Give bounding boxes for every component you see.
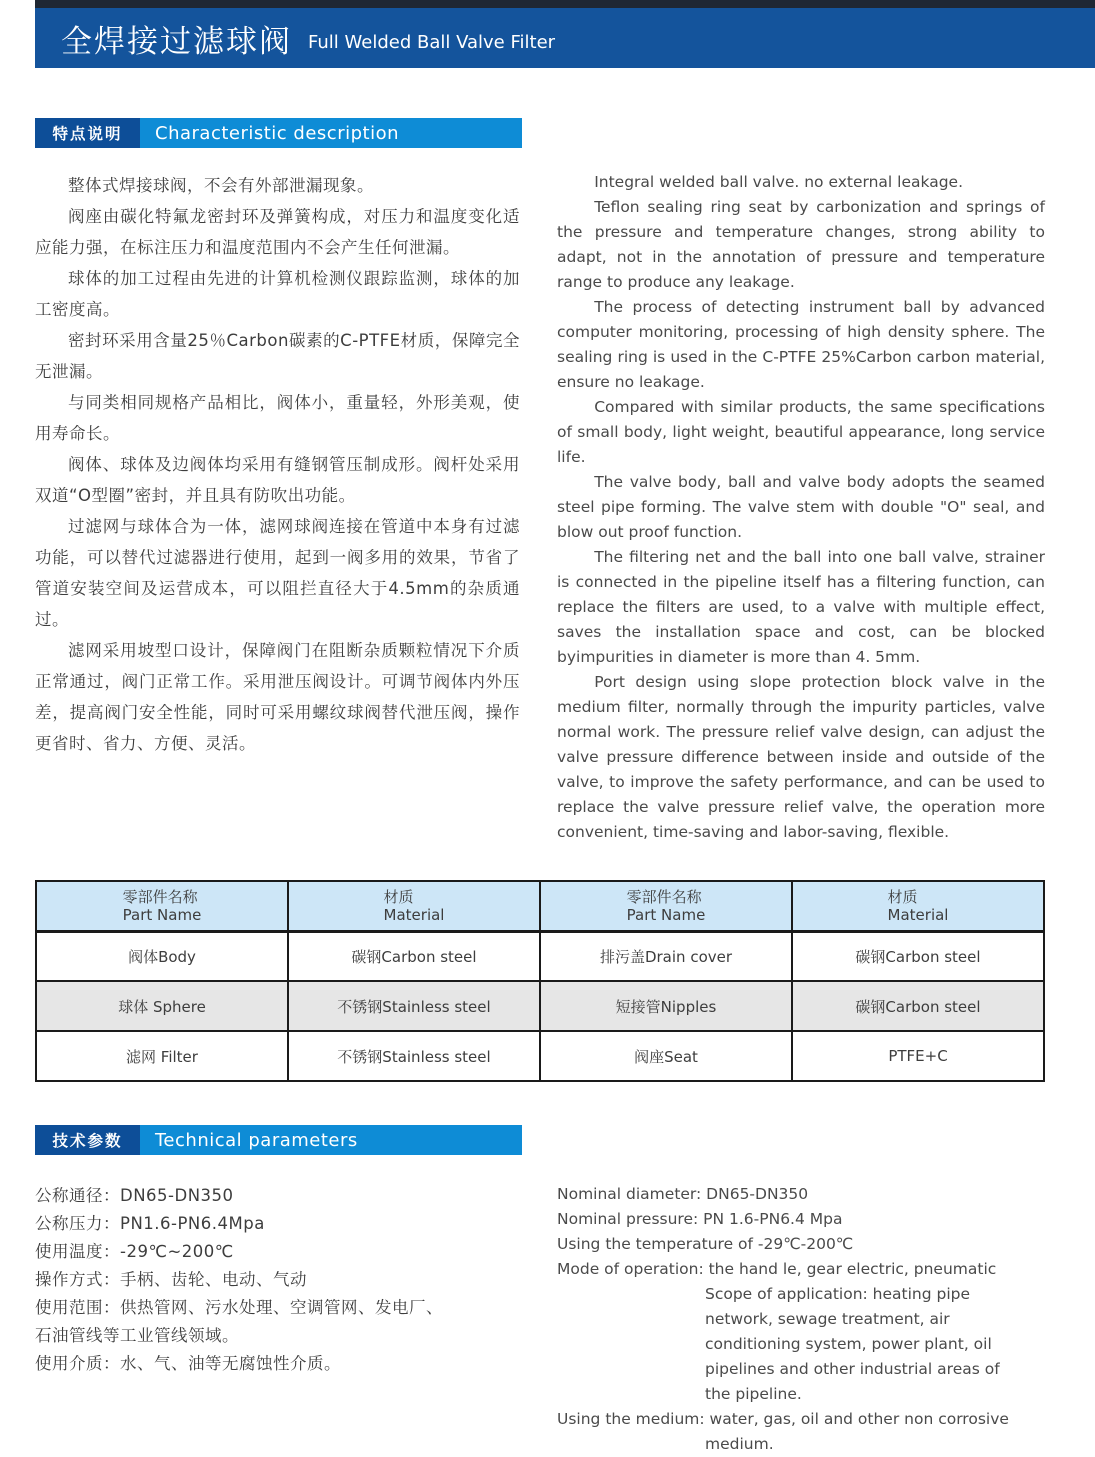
section-header-tech <box>35 1125 522 1155</box>
tech-param-line-en: network, sewage treatment, air <box>705 1310 950 1328</box>
tech-params-english <box>557 1182 1045 1457</box>
tech-param-line-zh: 石油管线等工业管线领域。 <box>35 1326 239 1345</box>
tech-param-line-zh: 使用范围：供热管网、污水处理、空调管网、发电厂、 <box>35 1298 443 1317</box>
tech-param-line-en: Nominal diameter: DN65-DN350 <box>557 1185 809 1203</box>
tech-param-line-en: Using the medium: water, gas, oil and other non corrosive <box>557 1410 1009 1428</box>
feature-paragraph-en: Teflon sealing ring seat by carbonization and springs of the pressure and temperature changes, strong ability to adapt, not in the annotation of pressure and temperature range to produce any leakage. <box>557 198 1045 291</box>
parts-material-table <box>35 880 1045 1082</box>
table-cell: 排污盖Drain cover <box>540 931 792 981</box>
features-english-column <box>557 170 1045 845</box>
tech-param-line-en: conditioning system, power plant, oil <box>705 1335 992 1353</box>
table-header-row <box>36 881 1044 931</box>
tech-params-chinese <box>35 1182 520 1457</box>
table-cell: 阀体Body <box>36 931 288 981</box>
table-header-cell <box>36 881 288 931</box>
section-header-features <box>35 118 522 148</box>
header-zh: 材质 <box>887 887 918 906</box>
feature-paragraph-en: The valve body, ball and valve body adopts the seamed steel pipe forming. The valve stem with double "O" seal, and blow out proof function. <box>557 473 1045 541</box>
tech-param-line-en: the pipeline. <box>705 1385 802 1403</box>
feature-paragraph-zh: 滤网采用坡型口设计，保障阀门在阻断杂质颗粒情况下介质正常通过，阀门正常工作。采用泄压阀设计。可调节阀体内外压差，提高阀门安全性能，同时可采用螺纹球阀替代泄压阀，操作更省时、省力、方便、灵活。 <box>35 641 520 753</box>
section-label-zh: 特点说明 <box>35 118 140 148</box>
feature-paragraph-en: Port design using slope protection block valve in the medium filter, normally through the impurity particles, valve normal work. The pressure relief valve design, can adjust the valve pressure difference between inside and outside of the valve, to improve the safety performance, and can be used to replace the valve pressure relief valve, the operation more convenient, time-saving and labor-saving, flexible. <box>557 673 1045 841</box>
feature-paragraph-en: The filtering net and the ball into one ball valve, strainer is connected in the pipeline itself has a filtering function, can replace the filters are used, to a valve with multiple effect, saves the installation space and cost, can be blocked byimpurities in diameter is more than 4. 5mm. <box>557 548 1045 666</box>
feature-paragraph-zh: 过滤网与球体合为一体，滤网球阀连接在管道中本身有过滤功能，可以替代过滤器进行使用，起到一阀多用的效果，节省了管道安装空间及运营成本，可以阻拦直径大于4.5mm的杂质通过。 <box>35 517 520 629</box>
feature-paragraph-zh: 球体的加工过程由先进的计算机检测仪跟踪监测，球体的加工密度高。 <box>35 269 520 319</box>
header-en: Part Name <box>122 905 202 924</box>
table-cell: 碳钢Carbon steel <box>792 931 1044 981</box>
feature-paragraph-en: Integral welded ball valve. no external leakage. <box>594 173 964 191</box>
table-header-cell <box>288 881 540 931</box>
features-chinese-column <box>35 170 520 845</box>
table-cell: 短接管Nipples <box>540 981 792 1031</box>
header-top-strip <box>35 0 1095 8</box>
header-zh: 零部件名称 <box>122 887 198 906</box>
tech-param-line-zh: 公称通径：DN65-DN350 <box>35 1186 234 1205</box>
header-en: Part Name <box>626 905 706 924</box>
section-label-en: Characteristic description <box>140 118 522 148</box>
feature-paragraph-zh: 整体式焊接球阀，不会有外部泄漏现象。 <box>68 176 374 195</box>
table-cell: 碳钢Carbon steel <box>288 931 540 981</box>
table-cell: PTFE+C <box>792 1031 1044 1081</box>
tech-params-columns <box>35 1182 1045 1457</box>
feature-paragraph-zh: 阀座由碳化特氟龙密封环及弹簧构成，对压力和温度变化适应能力强，在标注压力和温度范围内不会产生任何泄漏。 <box>35 207 520 257</box>
tech-param-line-en: Mode of operation: the hand le, gear electric, pneumatic <box>557 1260 997 1278</box>
section-label-en: Technical parameters <box>140 1125 522 1155</box>
header-en: Material <box>383 905 445 924</box>
feature-paragraph-en: The process of detecting instrument ball by advanced computer monitoring, processing of high density sphere. The sealing ring is used in the C-PTFE 25%Carbon carbon material, ensure no leakage. <box>557 298 1045 391</box>
header-zh: 材质 <box>383 887 414 906</box>
tech-param-line-zh: 使用温度：-29℃~200℃ <box>35 1242 234 1261</box>
features-columns <box>35 170 1045 845</box>
feature-paragraph-en: Compared with similar products, the same specifications of small body, light weight, beautiful appearance, long service life. <box>557 398 1045 466</box>
table-cell: 碳钢Carbon steel <box>792 981 1044 1031</box>
table-header-cell <box>792 881 1044 931</box>
table-row <box>36 1031 1044 1081</box>
tech-param-line-zh: 操作方式：手柄、齿轮、电动、气动 <box>35 1270 307 1289</box>
table-cell: 不锈钢Stainless steel <box>288 981 540 1031</box>
tech-param-line-en: pipelines and other industrial areas of <box>705 1360 1000 1378</box>
tech-param-line-zh: 使用介质：水、气、油等无腐蚀性介质。 <box>35 1354 341 1373</box>
tech-param-line-en: Scope of application: heating pipe <box>705 1285 971 1303</box>
table-cell: 阀座Seat <box>540 1031 792 1081</box>
feature-paragraph-zh: 与同类相同规格产品相比，阀体小，重量轻，外形美观，使用寿命长。 <box>35 393 520 443</box>
table-row <box>36 931 1044 981</box>
table-cell: 滤网 Filter <box>36 1031 288 1081</box>
table-row <box>36 981 1044 1031</box>
feature-paragraph-zh: 阀体、球体及边阀体均采用有缝钢管压制成形。阀杆处采用双道“O型圈”密封，并且具有防吹出功能。 <box>35 455 520 505</box>
page-title-zh: 全焊接过滤球阀 <box>61 23 292 60</box>
header-zh: 零部件名称 <box>626 887 702 906</box>
tech-param-line-zh: 公称压力：PN1.6-PN6.4Mpa <box>35 1214 265 1233</box>
tech-param-line-en: medium. <box>705 1435 774 1453</box>
table-cell: 球体 Sphere <box>36 981 288 1031</box>
table-header-cell <box>540 881 792 931</box>
page-header <box>35 0 1095 68</box>
table-cell: 不锈钢Stainless steel <box>288 1031 540 1081</box>
tech-param-line-en: Nominal pressure: PN 1.6-PN6.4 Mpa <box>557 1210 843 1228</box>
header-en: Material <box>887 905 949 924</box>
feature-paragraph-zh: 密封环采用含量25％Carbon碳素的C-PTFE材质，保障完全无泄漏。 <box>35 331 520 381</box>
section-label-zh: 技术参数 <box>35 1125 140 1155</box>
page-title-en: Full Welded Ball Valve Filter <box>308 31 556 53</box>
title-banner <box>35 8 1095 68</box>
tech-param-line-en: Using the temperature of -29℃-200℃ <box>557 1235 854 1253</box>
